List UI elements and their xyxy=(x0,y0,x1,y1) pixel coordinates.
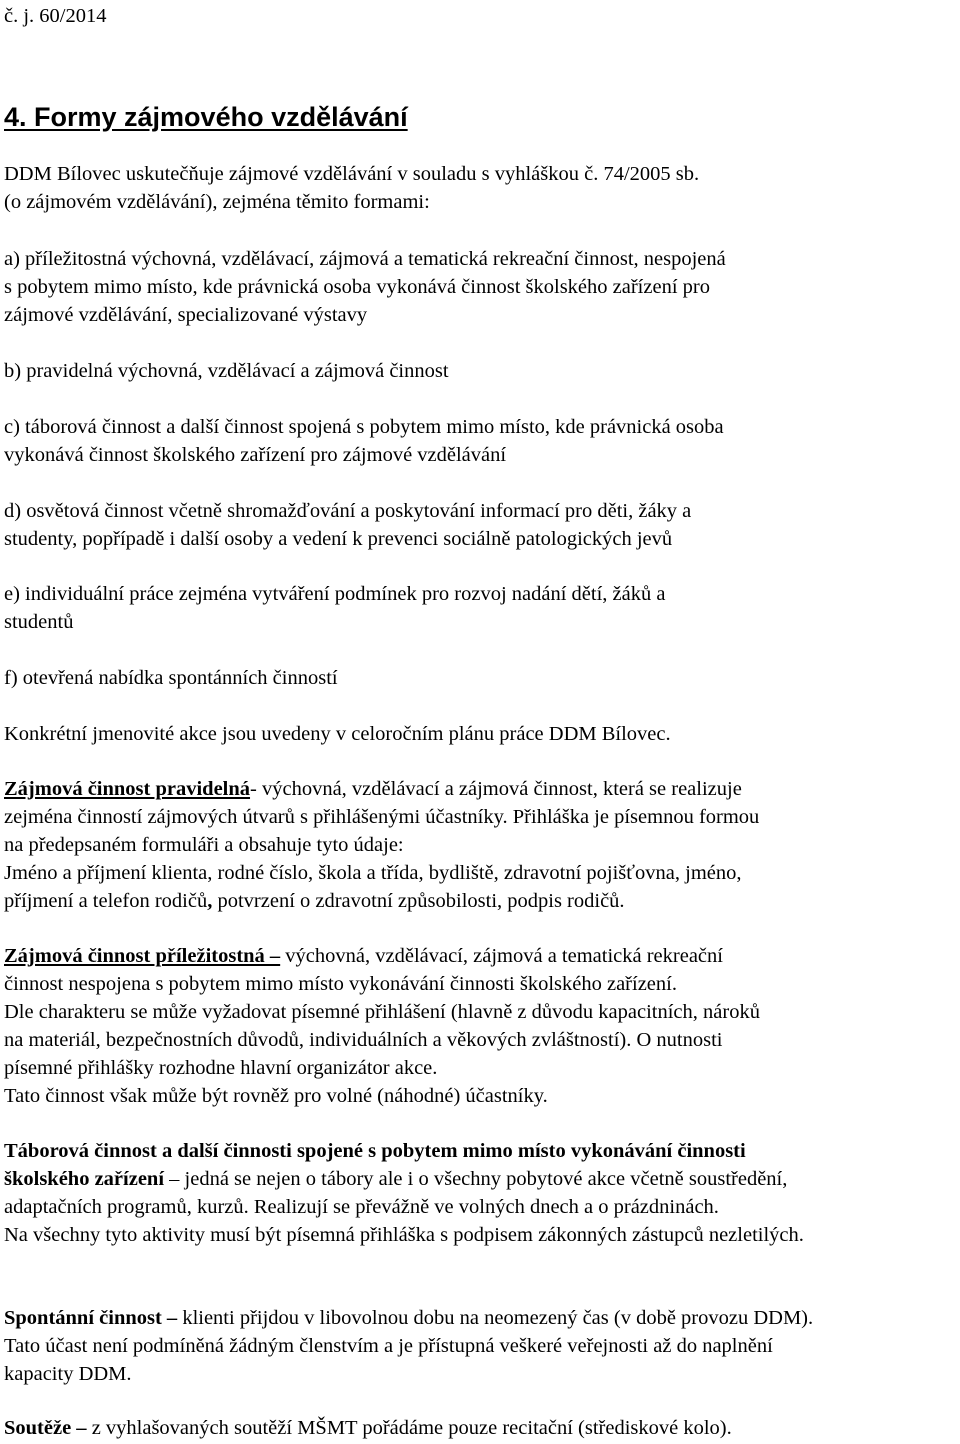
plan-note xyxy=(4,720,956,748)
form-c-line: vykonává činnost školského zařízení pro zájmové vzdělávání xyxy=(4,444,507,466)
spontanni-title: Spontánní činnost – xyxy=(4,1307,178,1329)
prilezitostna-text: Tato činnost však může být rovněž pro volné (náhodné) účastníky. xyxy=(4,1085,548,1107)
souteze-title: Soutěže – xyxy=(4,1417,87,1439)
pravidelna-text: - výchovná, vzdělávací a zájmová činnost, která se realizuje xyxy=(250,778,742,800)
souteze-text: z vyhlašovaných soutěží MŠMT pořádáme pouze recitační (střediskové kolo). xyxy=(86,1417,732,1439)
form-e-line: studentů xyxy=(4,611,74,633)
form-item-a xyxy=(4,245,956,329)
prilezitostna-text: výchovná, vzdělávací, zájmová a tematická rekreační xyxy=(280,945,723,967)
form-d-line: d) osvětová činnost včetně shromažďování a poskytování informací pro děti, žáky a xyxy=(4,500,692,522)
souteze-paragraph xyxy=(4,1414,956,1442)
form-d-line: studenty, popřípadě i další osoby a vedení k prevenci sociálně patologických jevů xyxy=(4,528,673,550)
taborova-text: – jedná se nejen o tábory ale i o všechny pobytové akce včetně soustředění, xyxy=(164,1168,788,1190)
pravidelna-paragraph xyxy=(4,775,956,915)
form-a-line: a) příležitostná výchovná, vzdělávací, zájmová a tematická rekreační činnost, nespojená xyxy=(4,248,726,270)
pravidelna-title: Zájmová činnost pravidelná xyxy=(4,778,251,800)
pravidelna-text: zejména činností zájmových útvarů s přihlášenými účastníky. xyxy=(4,806,513,828)
reference-number: č. j. 60/2014 xyxy=(4,5,107,27)
spontanni-text: klienti přijdou v libovolnou dobu na neomezený čas (v době provozu DDM). xyxy=(177,1307,814,1329)
pravidelna-comma: , xyxy=(207,890,213,912)
form-b-line: b) pravidelná výchovná, vzdělávací a zájmová činnost xyxy=(4,360,449,382)
taborova-title: školského zařízení xyxy=(4,1168,165,1190)
intro-line: DDM Bílovec uskutečňuje zájmové vzdělávání v souladu s vyhláškou č. 74/2005 sb. xyxy=(4,163,700,185)
form-item-c xyxy=(4,413,956,469)
taborova-text: adaptačních programů, kurzů. Realizují se převážně ve volných dnech a o prázdninách. xyxy=(4,1196,719,1218)
prilezitostna-title: Zájmová činnost příležitostná – xyxy=(4,945,281,967)
taborova-text: Na všechny tyto aktivity musí být písemná přihláška s podpisem zákonných zástupců nezletilých. xyxy=(4,1224,804,1246)
prilezitostna-paragraph xyxy=(4,942,956,1110)
prilezitostna-text: činnost nespojena s pobytem mimo místo vykonávání činnosti školského zařízení. xyxy=(4,973,677,995)
taborova-paragraph xyxy=(4,1137,956,1249)
spontanni-text: Tato účast není podmíněná žádným členstvím a je přístupná veškeré veřejnosti až do naplnění xyxy=(4,1335,773,1357)
plan-note-line: Konkrétní jmenovité akce jsou uvedeny v celoročním plánu práce DDM Bílovec. xyxy=(4,723,671,745)
prilezitostna-text: písemné přihlášky rozhodne hlavní organizátor akce. xyxy=(4,1057,438,1079)
pravidelna-text: Přihláška je písemnou formou xyxy=(512,806,760,828)
intro-line: (o zájmovém vzdělávání), zejména těmito formami: xyxy=(4,191,430,213)
pravidelna-text: potvrzení o zdravotní způsobilosti, podpis rodičů. xyxy=(212,890,625,912)
prilezitostna-text: Dle charakteru se může vyžadovat písemné přihlášení (hlavně z důvodu kapacitních, nároků xyxy=(4,1001,760,1023)
pravidelna-text: příjmení a telefon rodičů xyxy=(4,890,208,912)
form-item-f xyxy=(4,664,956,692)
intro-paragraph xyxy=(4,160,956,216)
spontanni-text: kapacity DDM. xyxy=(4,1363,132,1385)
form-c-line: c) táborová činnost a další činnost spojená s pobytem mimo místo, kde právnická osoba xyxy=(4,416,724,438)
section-heading: 4. Formy zájmového vzdělávání xyxy=(4,102,408,132)
prilezitostna-text: na materiál, bezpečnostních důvodů, individuálních a věkových zvláštností). O nutnosti xyxy=(4,1029,723,1051)
form-a-line: zájmové vzdělávání, specializované výstavy xyxy=(4,304,368,326)
taborova-title: Táborová činnost a další činnosti spojené s pobytem mimo místo vykonávání činnosti xyxy=(4,1140,746,1162)
form-a-line: s pobytem mimo místo, kde právnická osoba vykonává činnost školského zařízení pro xyxy=(4,276,710,298)
pravidelna-text: Jméno a příjmení klienta, rodné číslo, škola a třída, bydliště, zdravotní pojišťovna, jméno, xyxy=(4,862,742,884)
form-item-e xyxy=(4,580,956,636)
pravidelna-text: na předepsaném formuláři a obsahuje tyto údaje: xyxy=(4,834,404,856)
form-item-d xyxy=(4,497,956,553)
form-e-line: e) individuální práce zejména vytváření podmínek pro rozvoj nadání dětí, žáků a xyxy=(4,583,666,605)
spontanni-paragraph xyxy=(4,1304,956,1388)
form-item-b xyxy=(4,357,956,385)
form-f-line: f) otevřená nabídka spontánních činností xyxy=(4,667,338,689)
